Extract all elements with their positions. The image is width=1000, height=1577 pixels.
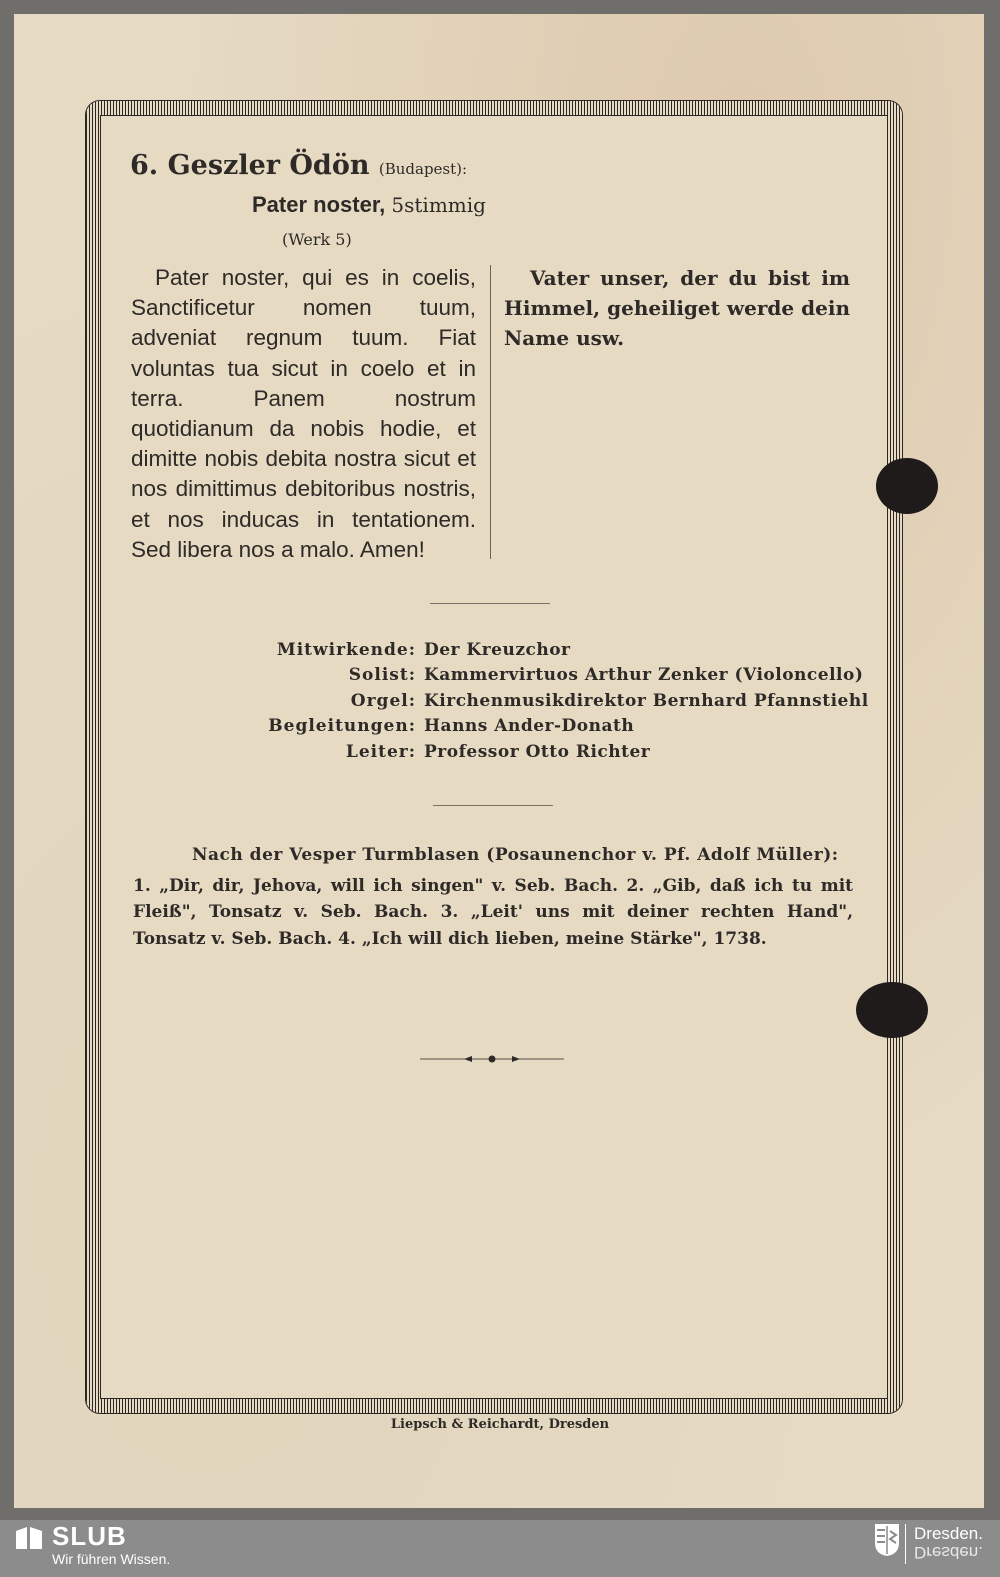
section-rule-2 [433, 805, 553, 806]
credit-role: Leiter: [345, 741, 416, 762]
credit-name: Kammervirtuos Arthur Zenker (Violoncello) [424, 665, 864, 686]
library-footer-bar [0, 1520, 1000, 1577]
piece-title-text: Pater noster, [252, 192, 386, 217]
credit-row [230, 742, 870, 767]
composer-heading [130, 150, 467, 181]
piece-opus: (Werk 5) [282, 230, 352, 249]
credit-name: Der Kreuzchor [424, 640, 571, 660]
piece-voices: 5stimmig [391, 193, 486, 217]
postlude-heading: Nach der Vesper Turmblasen (Posaunenchor v. Pf. Adolf Müller): [192, 845, 839, 865]
library-name[interactable]: SLUB [52, 1521, 127, 1551]
city-logo[interactable]: Dresden. [914, 1524, 983, 1543]
credit-role: Begleitungen: [268, 716, 416, 737]
credit-row [230, 716, 870, 741]
credit-role: Orgel: [350, 690, 416, 711]
credit-role: Solist: [348, 665, 416, 686]
credit-row [230, 640, 870, 665]
column-divider [490, 265, 491, 559]
binding-hole-lower [856, 982, 928, 1038]
piece-title [252, 192, 486, 218]
latin-text: Pater noster, qui es in coelis, Sanctificetur nomen tuum, adveniat regnum tuum. Fiat voluntas tua sicut in coelo et in terra. Panem nostrum quotidianum da nobis hodie, et dimitte nobis debita nostra sicut et nos dimittimus debitoribus nostris, et nos inducas in tentationem. Sed libera nos a malo. Amen! [131, 265, 476, 562]
closing-ornament [420, 1051, 564, 1067]
binding-hole-upper [876, 458, 938, 514]
book-icon [14, 1525, 44, 1551]
credit-name: Kirchenmusikdirektor Bernhard Pfannstiehl [424, 690, 869, 711]
credit-name: Hanns Ander-Donath [424, 716, 635, 737]
postlude-list: 1. „Dir, dir, Jehova, will ich singen" v. Seb. Bach. 2. „Gib, daß ich tu mit Fleiß", Tonsatz v. Seb. Bach. 3. „Leit' uns mit deiner rechten Hand", Tonsatz v. Seb. Bach. 4. „Ich will dich lieben, meine Stärke", 1738. [133, 876, 853, 949]
credit-name: Professor Otto Richter [424, 741, 651, 762]
library-tagline: Wir führen Wissen. [52, 1551, 171, 1567]
composer-city: (Budapest): [378, 160, 468, 178]
section-rule-1 [430, 603, 550, 604]
credit-role: Mitwirkende: [276, 640, 416, 660]
composer-name: 6. Geszler Ödön [130, 150, 370, 181]
credit-row [230, 691, 870, 716]
credit-row [230, 665, 870, 690]
footer-separator [905, 1524, 906, 1564]
printer-imprint: Liepsch & Reichardt, Dresden [390, 1417, 610, 1432]
dresden-crest-icon [874, 1523, 900, 1557]
city-logo-reflection: Dresden. [914, 1543, 983, 1562]
german-text: Vater unser, der du bist im Himmel, geheiliget werde dein Name usw. [504, 266, 850, 350]
performers-list [230, 640, 870, 767]
